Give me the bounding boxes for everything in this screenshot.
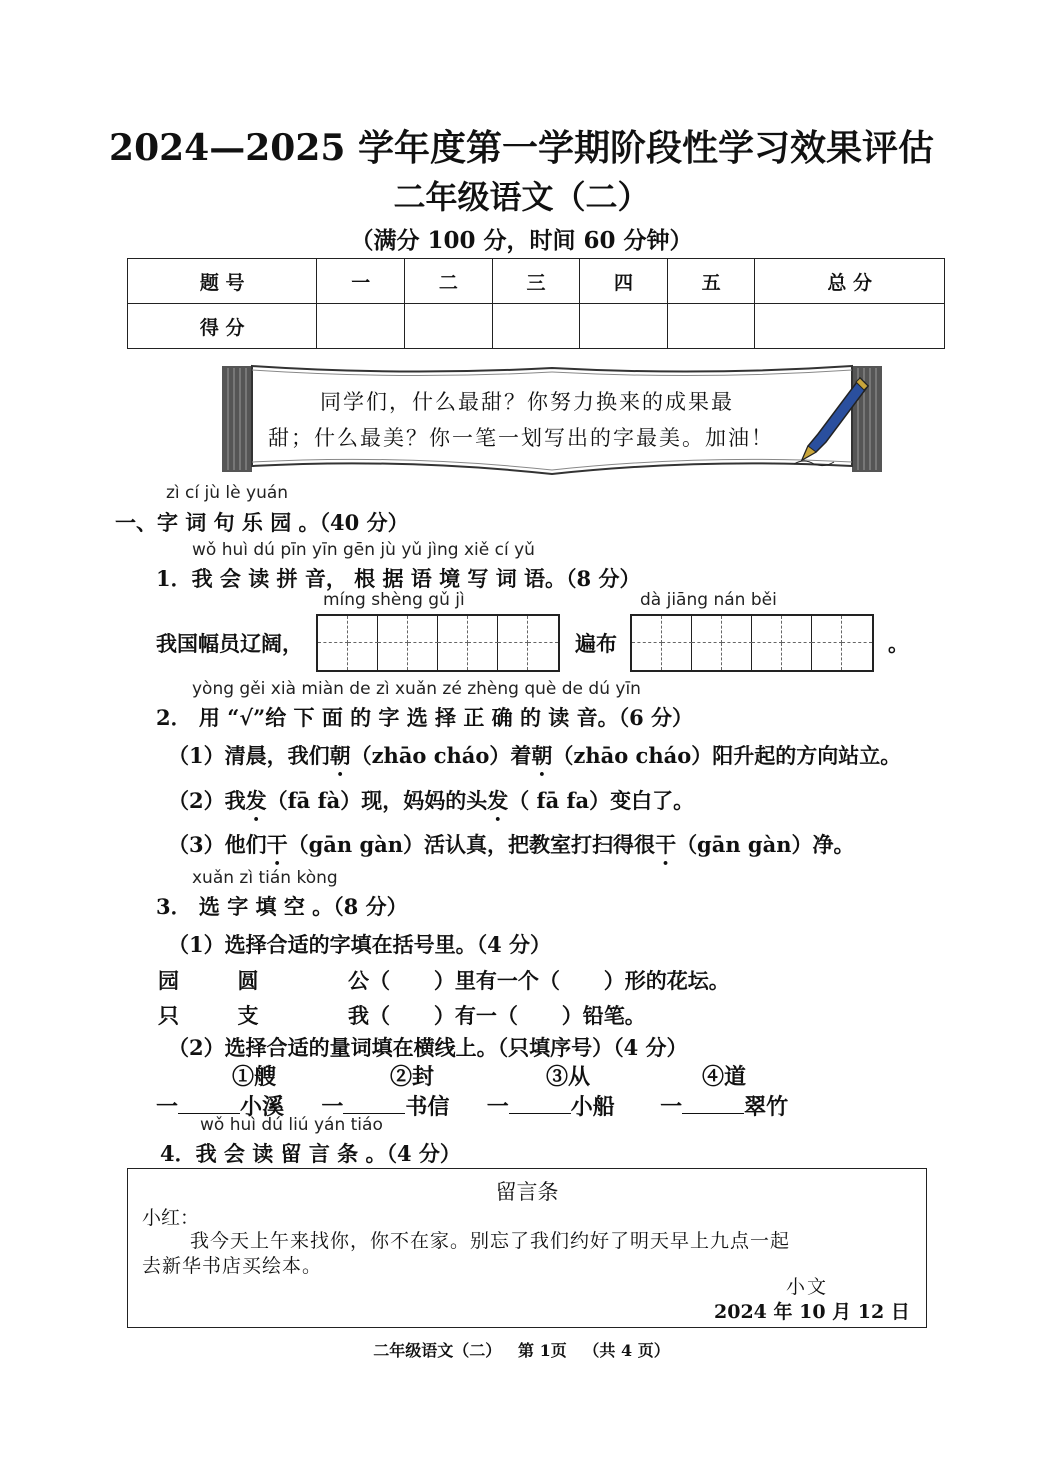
section-pinyin: zì cí jù lè yuán [166,483,289,503]
writing-cell[interactable] [498,616,558,670]
q3-row1-sentence[interactable]: 公（ ）里有一个（ ）形的花坛。 [348,968,730,993]
fill-noun: 小船 [570,1094,615,1120]
writing-cell[interactable] [378,616,438,670]
measure-option: ②封 [390,1064,435,1090]
measure-option: ①艘 [232,1064,277,1090]
score-table-header-row [128,259,945,304]
q4-pinyin: wǒ huì dú liú yán tiáo [200,1115,383,1135]
q2-s3-options[interactable]: （gān gàn）净。 [676,832,855,857]
q2-pinyin: yòng gěi xià miàn de zì xuǎn zé zhèng què de dú yīn [192,679,641,699]
page-footer: 二年级语文（二） 第 1页 （共 4 页） [373,1341,670,1360]
measure-option: ④道 [702,1064,747,1090]
score-header-cell: 总 分 [755,259,945,304]
q2-s2-target-char: 发 [245,788,267,813]
q2-sentence-1 [168,740,901,781]
score-input-cell[interactable] [405,304,493,349]
q3-pinyin: xuǎn zì tián kòng [192,868,338,888]
score-input-cell[interactable] [667,304,755,349]
q2-sentence-2 [168,785,694,826]
fill-blank[interactable] [343,1093,405,1114]
score-header-cell: 四 [580,259,668,304]
q1-pinyin-answer-a: míng shèng gǔ jì [323,590,465,610]
book-banner-graphic [222,362,882,478]
note-signature: 小文 [786,1276,829,1298]
score-input-cell[interactable] [755,304,945,349]
q2-s3-target-char: 干 [655,832,677,857]
q2-s3-part: （3）他们 [168,832,267,857]
score-header-cell: 五 [667,259,755,304]
fountain-pen-icon [790,372,870,468]
writing-cell[interactable] [692,616,752,670]
score-input-cell[interactable] [317,304,405,349]
fill-noun: 书信 [405,1094,450,1120]
q3-part-2: （2）选择合适的量词填在横线上。（只填序号）（4 分） [168,1035,688,1060]
q1-pinyin: wǒ huì dú pīn yīn gēn jù yǔ jìng xiě cí yǔ [192,540,535,560]
q1-answer-grid-b[interactable] [630,614,874,672]
q3-row2-sentence[interactable]: 我（ ）有一（ ）铅笔。 [348,1003,646,1028]
q1-answer-grid-a[interactable] [316,614,560,672]
score-header-cell: 一 [317,259,405,304]
fill-noun: 小溪 [240,1094,285,1120]
q2-s3-target-char: 干 [266,832,288,857]
note-date: 2024 年 10 月 12 日 [714,1301,910,1323]
q4-heading: 4．我 会 读 留 言 条 。（4 分） [160,1141,461,1166]
exam-info: （满分 100 分，时间 60 分钟） [350,227,693,254]
q1-text-end: 。 [888,631,909,656]
note-greeting: 小红： [142,1207,200,1229]
score-input-cell[interactable] [580,304,668,349]
writing-cell[interactable] [318,616,378,670]
yi-char: 一 [321,1094,344,1120]
q3-row1-options: 园 圆 [158,968,259,993]
score-row-label: 得 分 [128,304,317,349]
q2-s2-target-char: 发 [487,788,509,813]
q2-s1-target-char: 朝 [329,743,351,768]
writing-cell[interactable] [752,616,812,670]
note-body-line-1: 我今天上午来找你，你不在家。别忘了我们约好了明天早上九点一起 [190,1230,791,1252]
q3-heading: 3． 选 字 填 空 。（8 分） [156,894,408,919]
yi-char: 一 [660,1094,683,1120]
fill-blank[interactable] [682,1093,744,1114]
score-header-cell: 二 [405,259,493,304]
section-heading: 一、字 词 句 乐 园 。（40 分） [115,510,409,535]
writing-cell[interactable] [438,616,498,670]
fill-blank[interactable] [509,1093,571,1114]
note-title: 留言条 [495,1180,559,1204]
q1-heading: 1．我 会 读 拼 音， 根 据 语 境 写 词 语。（8 分） [156,566,641,591]
q2-sentence-3 [168,829,855,870]
q2-s1-options[interactable]: （zhāo cháo）阳升起的方向站立。 [552,743,902,768]
q2-s3-options[interactable]: （gān gàn）活认真，把教室打扫得很 [287,832,656,857]
score-table-score-row [128,304,945,349]
q2-s2-part: （2）我 [168,788,246,813]
banner-line-1: 同学们，什么最甜？你努力换来的成果最 [320,390,734,414]
score-header-cell: 题 号 [128,259,317,304]
score-input-cell[interactable] [492,304,580,349]
q2-s2-options[interactable]: （ fā fa）变白了。 [508,788,695,813]
note-body-line-2: 去新华书店买绘本。 [142,1255,323,1277]
yi-char: 一 [486,1094,509,1120]
score-header-cell: 三 [492,259,580,304]
q3-row2-options: 只 支 [158,1003,259,1028]
q2-heading: 2． 用 “√”给 下 面 的 字 选 择 正 确 的 读 音。（6 分） [156,705,694,730]
yi-char: 一 [156,1094,179,1120]
q1-text-mid: 遍布 [575,631,617,656]
score-table [127,258,945,349]
q3-part-1: （1）选择合适的字填在括号里。（4 分） [168,932,552,957]
page-title: 2024—2025 学年度第一学期阶段性学习效果评估 [109,127,934,169]
banner-line-2: 甜；什么最美？你一笔一划写出的字最美。加油！ [268,426,774,450]
q2-s2-options[interactable]: （fā fà）现，妈妈的头 [266,788,488,813]
q2-s1-part: （1）清晨，我们 [168,743,330,768]
q1-text-before: 我国幅员辽阔， [156,631,303,656]
writing-cell[interactable] [812,616,872,670]
fill-noun: 翠竹 [744,1094,789,1120]
fill-blank[interactable] [178,1093,240,1114]
q2-s1-options[interactable]: （zhāo cháo）着 [350,743,532,768]
writing-cell[interactable] [632,616,692,670]
q2-s1-target-char: 朝 [531,743,553,768]
q1-pinyin-answer-b: dà jiāng nán běi [640,590,777,610]
measure-option: ③从 [546,1064,591,1090]
page-subtitle: 二年级语文（二） [393,178,650,216]
